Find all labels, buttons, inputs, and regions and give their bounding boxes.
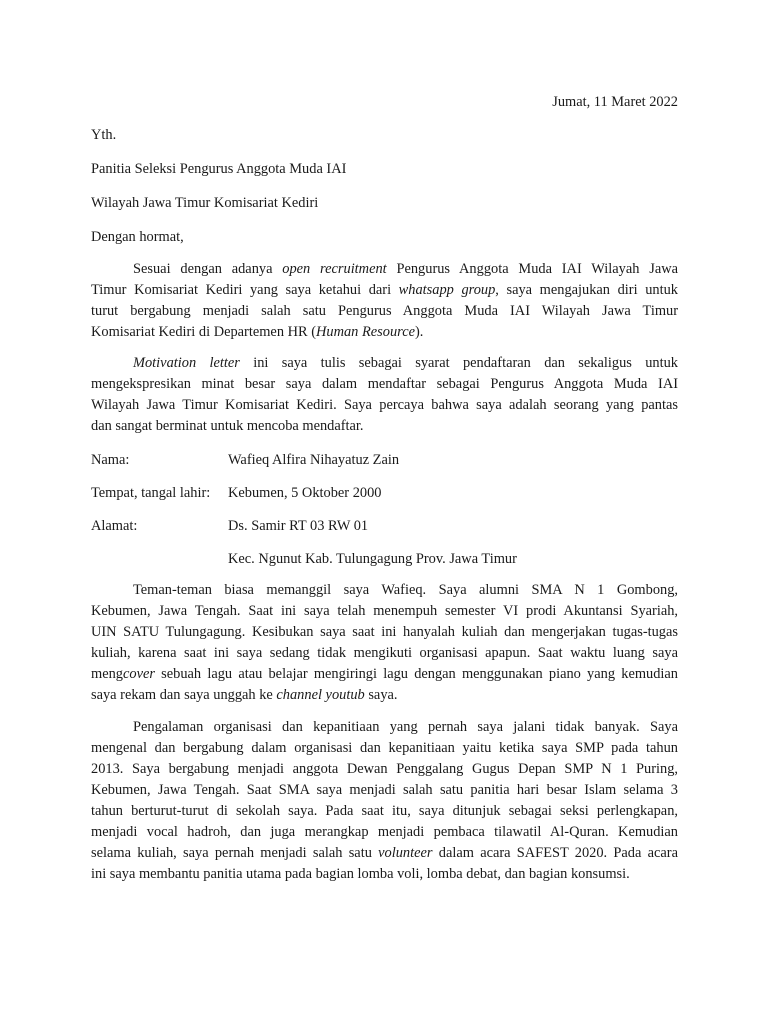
paragraph-4-line: Kebumen, Jawa Tengah. Saat SMA saya menjadi salah satu panitia hari besar Islam selama 3 [91,782,678,798]
paragraph-3-line: UIN SATU Tulungagung. Kesibukan saya saat ini hanyalah kuliah dan mengerjakan tugas-tugas [91,624,678,640]
italic-term: channel youtub [276,687,365,703]
paragraph-1-line [133,261,678,278]
paragraph-3-line: Kebumen, Jawa Tengah. Saat ini saya telah menempuh semester VI prodi Akuntansi Syariah, [91,603,678,619]
paragraph-2-line [133,355,678,372]
salutation-to: Yth. [91,127,117,143]
text-span: dalam acara SAFEST 2020. Pada acara [432,845,678,861]
letter-date: Jumat, 11 Maret 2022 [552,94,678,110]
address-line-2: Kec. Ngunut Kab. Tulungagung Prov. Jawa Timur [228,551,517,567]
text-span: Komisariat Kediri di Departemen HR ( [91,324,316,340]
text-span: , saya mengajukan diri untuk [495,282,678,298]
address-label: Alamat: [91,518,138,534]
text-span: ). [414,324,424,340]
text-span: saya rekam dan saya unggah ke [91,687,277,703]
italic-term: whatsapp group [398,282,496,298]
paragraph-1-line [91,282,678,299]
italic-term: volunteer [378,845,433,861]
italic-term: Motivation letter [133,355,240,371]
name-label: Nama: [91,452,130,468]
italic-term: Human Resource [316,324,415,340]
paragraph-2-line: mengekspresikan minat besar saya dalam mendaftar sebagai Pengurus Anggota Muda IAI [91,376,678,392]
greeting: Dengan hormat, [91,229,184,245]
text-span: ini saya tulis sebagai syarat pendaftaran dan sekaligus untuk [239,355,678,371]
text-span: meng [91,666,123,682]
italic-term: open recruitment [282,261,387,277]
name-value: Wafieq Alfira Nihayatuz Zain [228,452,400,468]
paragraph-4-line: tahun berturut-turut di sekolah saya. Pada saat itu, saya ditunjuk sebagai seksi perlengkapan, [91,803,678,819]
paragraph-2-line: dan sangat berminat untuk mencoba mendaftar. [91,418,364,434]
paragraph-4-line: Pengalaman organisasi dan kepanitiaan yang pernah saya jalani tidak banyak. Saya [133,719,678,735]
text-span: Sesuai dengan adanya [133,261,283,277]
text-span: Pengurus Anggota Muda IAI Wilayah Jawa [386,261,679,277]
paragraph-2-line: Wilayah Jawa Timur Komisariat Kediri. Saya percaya bahwa saya adalah seorang yang pantas [91,397,678,413]
paragraph-1-line [91,324,423,341]
paragraph-1-line: turut bergabung menjadi salah satu Pengurus Anggota Muda IAI Wilayah Jawa Timur [91,303,678,319]
recipient-line-2: Wilayah Jawa Timur Komisariat Kediri [91,195,319,211]
paragraph-4-line: ini saya membantu panitia utama pada bagian lomba voli, lomba debat, dan bagian konsumsi. [91,866,630,882]
paragraph-4-line: 2013. Saya bergabung menjadi anggota Dewan Penggalang Gugus Depan SMP N 1 Puring, [91,761,678,777]
text-span: sebuah lagu atau belajar mengiringi lagu dengan menggunakan piano yang kemudian [154,666,678,682]
birth-label: Tempat, tangal lahir: [91,485,211,501]
text-span: selama kuliah, saya pernah menjadi salah satu [91,845,379,861]
italic-term: cover [122,666,155,682]
recipient-line-1: Panitia Seleksi Pengurus Anggota Muda IAI [91,161,347,177]
text-span: saya. [364,687,398,703]
text-span: Timur Komisariat Kediri yang saya ketahui dari [91,282,399,298]
paragraph-4-line: menjadi vocal hadroh, dan juga merangkap menjadi pembaca tilawatil Al-Quran. Kemudian [91,824,678,840]
paragraph-3-line: Teman-teman biasa memanggil saya Wafieq. Saya alumni SMA N 1 Gombong, [133,582,678,598]
paragraph-4-line [91,845,678,862]
birth-value: Kebumen, 5 Oktober 2000 [228,485,382,501]
paragraph-3-line [91,666,678,683]
paragraph-3-line: kuliah, karena saat ini saya sedang tidak mengikuti organisasi apapun. Saat waktu luang saya [91,645,678,661]
paragraph-4-line: mengenal dan bergabung dalam organisasi dan kepanitiaan yaitu ketika saya SMP pada tahun [91,740,678,756]
paragraph-3-line [91,687,398,704]
address-line-1: Ds. Samir RT 03 RW 01 [228,518,369,534]
